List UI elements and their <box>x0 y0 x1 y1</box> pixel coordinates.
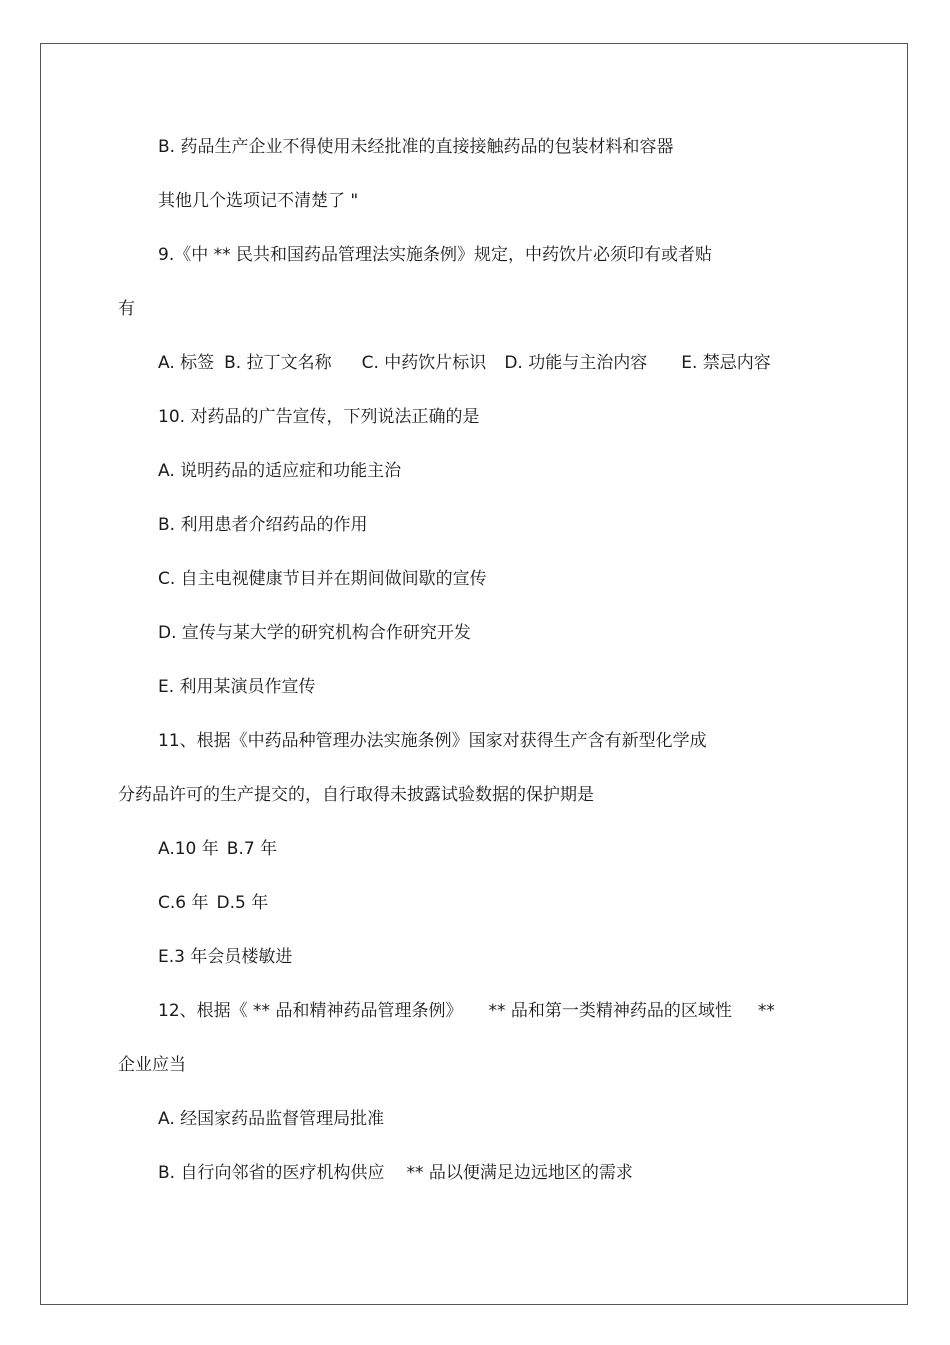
question-10-option-a <box>158 459 401 483</box>
text: D. 宣传与某大学的研究机构合作研究开发 <box>158 623 471 643</box>
text: 9.《中 ** 民共和国药品管理法实施条例》规定，中药饮片必须印有或者贴 <box>158 245 713 265</box>
option-e: E. 禁忌内容 <box>681 353 771 373</box>
question-11-options-ab <box>158 837 277 861</box>
text: B. 药品生产企业不得使用未经批准的直接接触药品的包装材料和容器 <box>158 137 674 157</box>
question-12-option-a <box>158 1107 384 1131</box>
question-10-option-e <box>158 675 316 699</box>
text: 企业应当 <box>118 1055 186 1075</box>
option-b: B.7 年 <box>226 839 278 859</box>
text-part-2: ** 品以便满足边远地区的需求 <box>406 1163 633 1183</box>
option-b: B. 拉丁文名称 <box>224 353 332 373</box>
option-d: D. 功能与主治内容 <box>504 353 648 373</box>
text: 有 <box>118 299 135 319</box>
question-9-options <box>158 351 771 375</box>
question-12 <box>158 999 775 1023</box>
question-12-cont <box>118 1053 186 1077</box>
option-a: A. 标签 <box>158 353 215 373</box>
option-b-packaging <box>158 135 673 159</box>
text: 10. 对药品的广告宣传，下列说法正确的是 <box>158 407 480 427</box>
question-11-cont <box>118 783 594 807</box>
option-d: D.5 年 <box>216 893 269 913</box>
text: A. 说明药品的适应症和功能主治 <box>158 461 402 481</box>
text: B. 利用患者介绍药品的作用 <box>158 515 368 535</box>
text-part-1: 12、根据《 ** 品和精神药品管理条例》 <box>158 1001 463 1021</box>
option-c: C. 中药饮片标识 <box>361 353 487 373</box>
text-part-1: B. 自行向邻省的医疗机构供应 <box>158 1163 385 1183</box>
question-10-option-d <box>158 621 471 645</box>
question-12-option-b <box>158 1161 633 1185</box>
question-11-option-e <box>158 945 292 969</box>
question-11 <box>158 729 707 753</box>
text-part-3: ** <box>757 1001 775 1021</box>
question-9-cont <box>118 297 135 321</box>
text: 其他几个选项记不清楚了 " <box>158 191 359 211</box>
note-line <box>158 189 358 213</box>
text: C. 自主电视健康节目并在期间做间歇的宣传 <box>158 569 487 589</box>
question-10 <box>158 405 479 429</box>
text: 分药品许可的生产提交的，自行取得未披露试验数据的保护期是 <box>118 785 594 805</box>
option-a: A.10 年 <box>158 839 219 859</box>
option-c: C.6 年 <box>158 893 209 913</box>
text: E.3 年会员楼敏进 <box>158 947 293 967</box>
question-9 <box>158 243 712 267</box>
text: E. 利用某演员作宣传 <box>158 677 316 697</box>
text-part-2: ** 品和第一类精神药品的区域性 <box>488 1001 732 1021</box>
question-10-option-b <box>158 513 367 537</box>
question-10-option-c <box>158 567 487 591</box>
text: A. 经国家药品监督管理局批准 <box>158 1109 385 1129</box>
text: 11、根据《中药品种管理办法实施条例》国家对获得生产含有新型化学成 <box>158 731 707 751</box>
question-11-options-cd <box>158 891 268 915</box>
